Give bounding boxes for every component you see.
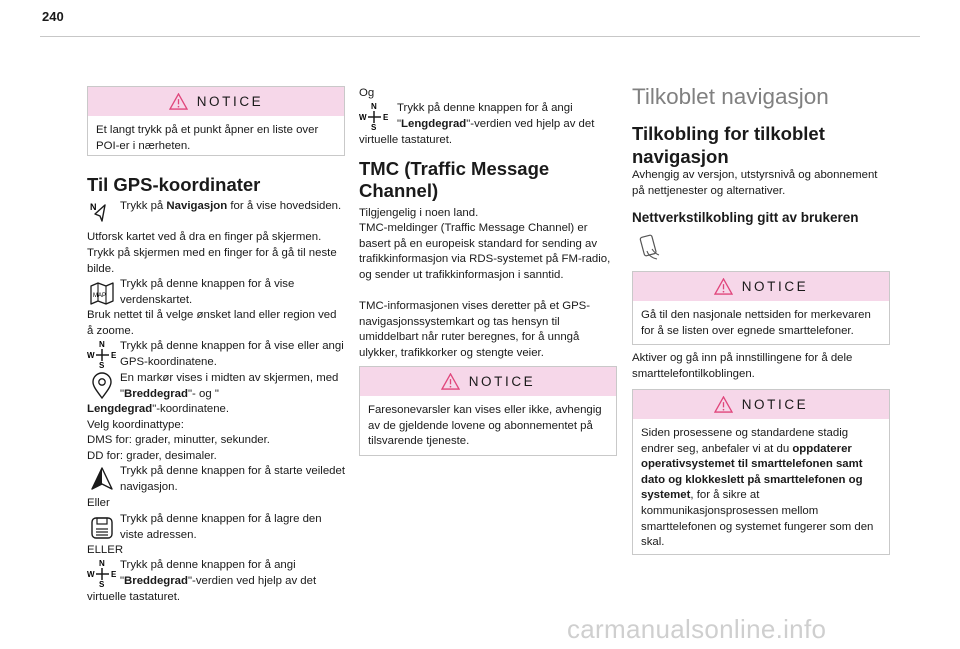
notice-header [633,272,889,301]
paragraph: Og [359,87,375,99]
instruction-save-address [87,512,345,544]
paragraph: Utforsk kartet ved å dra en finger på skjermen. [87,231,322,243]
paragraph: Velg koordinattype: [87,419,184,431]
notice-text: Siden prosessene og standardene stadig endrer seg, anbefaler vi at du oppdaterer operativsystemet til smarttelefonen samt dato og klokkeslett på smarttelefonen og systemet, for å sikre at kommunikasjonsprosessen mellom smarttelefonen og systemet fungerer som den skal. [641,427,874,549]
location-pin-icon [87,371,117,401]
paragraph: virtuelle tastaturet. [87,591,181,603]
paragraph: Aktiver og gå inn på innstillingene for å dele smarttelefontilkoblingen. [632,352,853,380]
svg-text:W: W [359,113,367,122]
notice-header [88,87,344,116]
instruction-latitude [87,558,345,590]
svg-text:MAP: MAP [93,293,107,299]
paragraph: TMC-meldinger (Traffic Message Channel) er basert på en europeisk standard for sending av trafikkinformasjon via RDS-systemet på FM-radio, og sender ut trafikkinformasjon i sanntid. [359,222,611,281]
svg-text:W: W [87,570,95,579]
notice-header [633,390,889,419]
paragraph: DD for: grader, desimaler. [87,450,217,462]
notice-header [360,367,616,396]
chapter-title: Tilkoblet navigasjon [632,84,829,109]
save-address-icon [87,512,117,542]
warning-icon [714,278,733,295]
warning-icon [441,373,460,390]
instruction-text: Trykk på denne knappen for å lagre den viste adressen. [120,513,322,541]
notice-title: NOTICE [196,94,264,109]
svg-text:E: E [383,113,389,122]
instruction-text: En markør vises i midten av skjermen, med "Breddegrad"- og " [120,372,339,400]
compass-nwse-icon [87,558,117,588]
svg-text:N: N [99,559,105,568]
svg-text:N: N [99,340,105,349]
header-divider [40,36,920,37]
warning-icon [714,396,733,413]
instruction-longitude [359,101,617,133]
instruction-gps-coordinates [87,339,345,371]
svg-text:N: N [371,102,377,111]
notice-box [632,389,890,555]
notice-title: NOTICE [741,397,809,412]
instruction-start-navigation [87,464,345,496]
instruction-text: Trykk på denne knappen for å angi "Breddegrad"-verdien ved hjelp av det [120,559,317,587]
section-heading-gps: Til GPS-koordinater [87,174,261,195]
svg-text:N: N [90,202,97,212]
paragraph: DMS for: grader, minutter, sekunder. [87,434,270,446]
svg-text:S: S [99,361,105,369]
paragraph: virtuelle tastaturet. [359,134,453,146]
paragraph: Bruk nettet til å velge ønsket land eller region ved å zoome. [87,309,337,337]
notice-text: Faresonevarsler kan vises eller ikke, avhengig av de gjeldende lovene og abonnementet på tilsvarende tjeneste. [368,404,602,448]
section-heading-tmc: TMC (Traffic Message Channel) [359,158,550,201]
section-heading-connection: Tilkobling for tilkoblet navigasjon [632,123,825,167]
page-number: 240 [42,9,64,24]
instruction-text: Trykk på Navigasjon for å vise hovedsiden. [120,200,342,212]
instruction-text: Trykk på denne knappen for å starte veiledet navigasjon. [120,465,345,493]
svg-text:S: S [99,580,105,588]
warning-icon [169,93,188,110]
svg-text:W: W [87,351,95,360]
instruction-navigation [87,199,345,231]
notice-text: Et langt trykk på et punkt åpner en liste over POI-er i nærheten. [96,124,319,152]
paragraph: Eller [87,497,110,509]
notice-box [359,366,617,456]
instruction-text: Trykk på denne knappen for å vise verdenskartet. [120,278,295,306]
paragraph: Trykk på skjermen med en finger for å gå til neste bilde. [87,247,337,275]
svg-text:E: E [111,351,117,360]
notice-box [632,271,890,345]
navigation-icon [87,199,117,229]
paragraph: Tilgjengelig i noen land. [359,207,479,219]
compass-nwse-icon [87,339,117,369]
paragraph: ELLER [87,544,124,556]
watermark: carmanualsonline.info [567,614,827,644]
notice-text: Gå til den nasjonale nettsiden for merkevaren for å se listen over egnede smarttelefoner. [641,309,871,337]
instruction-text: Trykk på denne knappen for å angi "Lengdegrad"-verdien ved hjelp av det [397,102,595,130]
instruction-marker [87,371,345,403]
smartphone-icon [634,233,664,263]
svg-text:E: E [111,570,117,579]
start-navigation-icon [87,464,117,494]
paragraph: Avhengig av versjon, utstyrsnivå og abonnement på nettjenester og alternativer. [632,169,878,197]
instruction-world-map [87,277,345,309]
subsection-heading: Nettverkstilkobling gitt av brukeren [632,210,859,225]
svg-text:S: S [371,123,377,131]
notice-title: NOTICE [468,374,536,389]
instruction-text: Trykk på denne knappen for å vise eller angi GPS-koordinatene. [120,340,344,368]
paragraph: TMC-informasjonen vises deretter på et GPS-navigasjonssystemkart og tas hensyn til umiddelbart når ruter beregnes, for å unngå ulykker, trafikkorker og stengte veier. [359,300,591,359]
world-map-icon [87,277,117,307]
compass-nwse-icon [359,101,389,131]
notice-box [87,86,345,156]
paragraph: Lengdegrad"-koordinatene. [87,403,230,415]
notice-title: NOTICE [741,279,809,294]
